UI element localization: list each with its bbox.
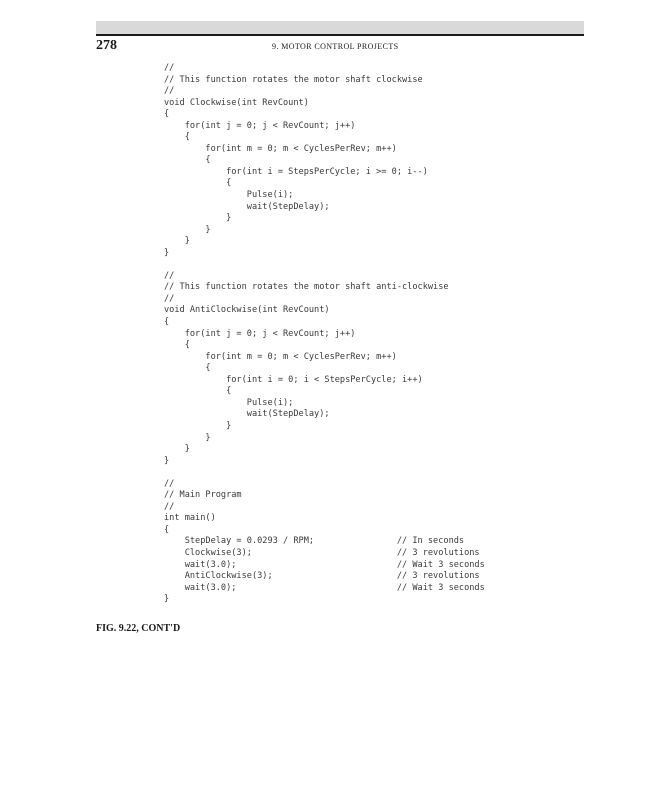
code-line: for(int i = StepsPerCycle; i >= 0; i--): [164, 166, 428, 177]
code-line: // Main Program: [164, 490, 242, 501]
header-rule: [96, 34, 584, 36]
code-line: //: [164, 478, 175, 489]
code-line: //: [164, 501, 175, 512]
code-line: void AntiClockwise(int RevCount): [164, 305, 330, 316]
code-line: }: [164, 420, 232, 431]
code-line: }: [164, 247, 170, 258]
code-line: {: [164, 386, 232, 397]
code-line: for(int m = 0; m < CyclesPerRev; m++): [164, 143, 397, 154]
code-line: Pulse(i);: [164, 397, 294, 408]
code-line: [164, 467, 485, 479]
code-line: for(int j = 0; j < RevCount; j++): [164, 120, 356, 131]
code-line: Pulse(i);: [164, 190, 294, 201]
code-line: }: [164, 236, 190, 247]
code-line: wait(StepDelay);: [164, 409, 330, 420]
code-line: // This function rotates the motor shaft anti-clockwise: [164, 282, 449, 293]
code-listing: [164, 63, 485, 606]
code-line: for(int m = 0; m < CyclesPerRev; m++): [164, 351, 397, 362]
code-line: wait(StepDelay);: [164, 201, 330, 212]
code-line: int main(): [164, 513, 216, 524]
page-number: 278: [96, 38, 117, 53]
code-line: }: [164, 444, 190, 455]
code-line: // This function rotates the motor shaft clockwise: [164, 74, 423, 85]
code-line: {: [164, 340, 190, 351]
code-line: [164, 259, 485, 271]
code-line: }: [164, 594, 170, 605]
code-line: void Clockwise(int RevCount): [164, 97, 309, 108]
header-bar: [96, 21, 584, 34]
code-line: //: [164, 270, 175, 281]
code-line: {: [164, 524, 170, 535]
code-line: {: [164, 155, 211, 166]
code-line: for(int j = 0; j < RevCount; j++): [164, 328, 356, 339]
code-line: //: [164, 86, 175, 97]
code-line: }: [164, 213, 232, 224]
code-line: //: [164, 63, 175, 73]
code-line: Clockwise(3); // 3 revolutions: [164, 547, 480, 558]
code-line: }: [164, 432, 211, 443]
code-line: {: [164, 178, 232, 189]
code-line: wait(3.0); // Wait 3 seconds: [164, 559, 485, 570]
code-line: AntiClockwise(3); // 3 revolutions: [164, 571, 480, 582]
code-line: {: [164, 363, 211, 374]
code-line: }: [164, 224, 211, 235]
code-line: wait(3.0); // Wait 3 seconds: [164, 582, 485, 593]
code-line: for(int i = 0; i < StepsPerCycle; i++): [164, 374, 423, 385]
code-line: {: [164, 317, 170, 328]
running-head: 9. MOTOR CONTROL PROJECTS: [272, 42, 399, 51]
code-line: }: [164, 455, 170, 466]
figure-caption: FIG. 9.22, CONT'D: [96, 623, 181, 634]
code-line: //: [164, 293, 175, 304]
code-line: StepDelay = 0.0293 / RPM; // In seconds: [164, 536, 465, 547]
code-line: {: [164, 132, 190, 143]
code-line: {: [164, 109, 170, 120]
